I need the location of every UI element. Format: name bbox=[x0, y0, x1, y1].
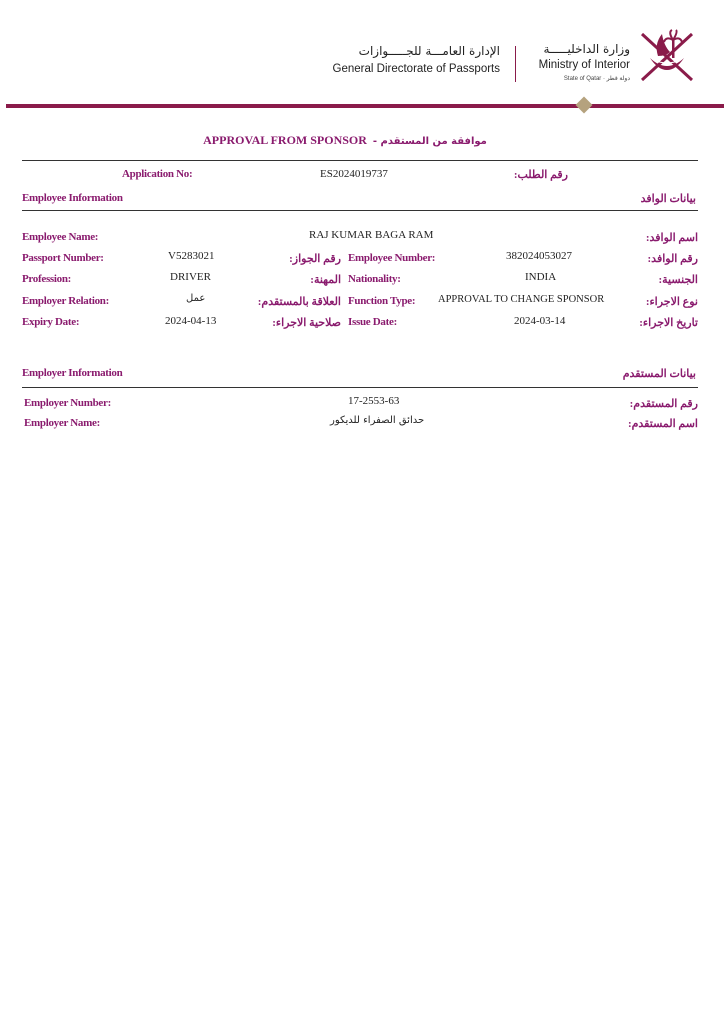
ministry-name-ar: وزارة الداخليـــــة bbox=[543, 42, 630, 56]
employer-name-label-ar: اسم المستقدم: bbox=[627, 418, 698, 430]
employer-section-rule bbox=[22, 387, 698, 388]
nationality-value: INDIA bbox=[525, 271, 557, 283]
issue-date-value: 2024-03-14 bbox=[514, 315, 566, 327]
qatar-emblem-logo bbox=[636, 26, 698, 86]
application-no-label: Application No: bbox=[122, 168, 193, 180]
employee-number-value: 382024053027 bbox=[506, 250, 572, 262]
employee-section-heading: Employee Information bbox=[22, 192, 123, 204]
profession-label-ar: المهنة: bbox=[310, 274, 341, 286]
function-type-value: APPROVAL TO CHANGE SPONSOR bbox=[438, 294, 605, 305]
profession-value: DRIVER bbox=[170, 271, 211, 283]
profession-label: Profession: bbox=[22, 273, 72, 285]
nationality-label: Nationality: bbox=[348, 273, 401, 285]
document-title-ar: موافقة من المستقدم - bbox=[372, 136, 487, 147]
employer-number-value: 17-2553-63 bbox=[348, 395, 400, 407]
employee-name-value: RAJ KUMAR BAGA RAM bbox=[309, 229, 434, 241]
employer-relation-value: عمل bbox=[186, 293, 206, 304]
employee-section-rule bbox=[22, 210, 698, 211]
employer-number-label: Employer Number: bbox=[24, 397, 111, 409]
employer-section-heading-ar: بيانات المستقدم bbox=[622, 368, 696, 380]
employee-name-label-ar: اسم الوافد: bbox=[645, 232, 698, 244]
employer-relation-label: Employer Relation: bbox=[22, 295, 109, 307]
employee-number-label: Employee Number: bbox=[348, 252, 436, 264]
passport-number-label-ar: رقم الجواز: bbox=[289, 253, 341, 265]
employer-section-heading: Employer Information bbox=[22, 367, 123, 379]
header-band-diamond bbox=[576, 97, 593, 114]
directorate-name-en: General Directorate of Passports bbox=[332, 63, 500, 75]
employer-name-label: Employer Name: bbox=[24, 417, 100, 429]
expiry-date-label-ar: صلاحية الاجراء: bbox=[272, 317, 341, 329]
employer-name-value: حدائق الصفراء للديكور bbox=[330, 415, 425, 426]
header-divider bbox=[515, 46, 516, 82]
document-title-en: APPROVAL FROM SPONSOR bbox=[203, 133, 367, 147]
nationality-label-ar: الجنسية: bbox=[658, 274, 698, 286]
document-title bbox=[0, 133, 690, 148]
passport-number-label: Passport Number: bbox=[22, 252, 104, 264]
function-type-label: Function Type: bbox=[348, 295, 416, 307]
directorate-name-ar: الإدارة العامـــة للجـــــوازات bbox=[358, 44, 500, 58]
application-no-label-ar: رقم الطلب: bbox=[513, 169, 568, 181]
function-type-label-ar: نوع الاجراء: bbox=[645, 296, 698, 308]
state-of-qatar-line: State of Qatar · دولة قطر bbox=[563, 76, 630, 82]
employee-number-label-ar: رقم الوافد: bbox=[647, 253, 698, 265]
passport-number-value: V5283021 bbox=[168, 250, 215, 262]
expiry-date-value: 2024-04-13 bbox=[165, 315, 217, 327]
employer-number-label-ar: رقم المستقدم: bbox=[629, 398, 698, 410]
title-rule bbox=[22, 160, 698, 161]
issue-date-label-ar: تاريخ الاجراء: bbox=[639, 317, 698, 329]
application-no-value: ES2024019737 bbox=[320, 168, 388, 180]
expiry-date-label: Expiry Date: bbox=[22, 316, 80, 328]
ministry-name-en: Ministry of Interior bbox=[538, 59, 630, 71]
employer-relation-label-ar: العلاقة بالمستقدم: bbox=[257, 296, 341, 308]
employee-section-heading-ar: بيانات الوافد bbox=[640, 193, 696, 205]
issue-date-label: Issue Date: bbox=[348, 316, 397, 328]
header-band bbox=[6, 104, 724, 108]
employee-name-label: Employee Name: bbox=[22, 231, 99, 243]
